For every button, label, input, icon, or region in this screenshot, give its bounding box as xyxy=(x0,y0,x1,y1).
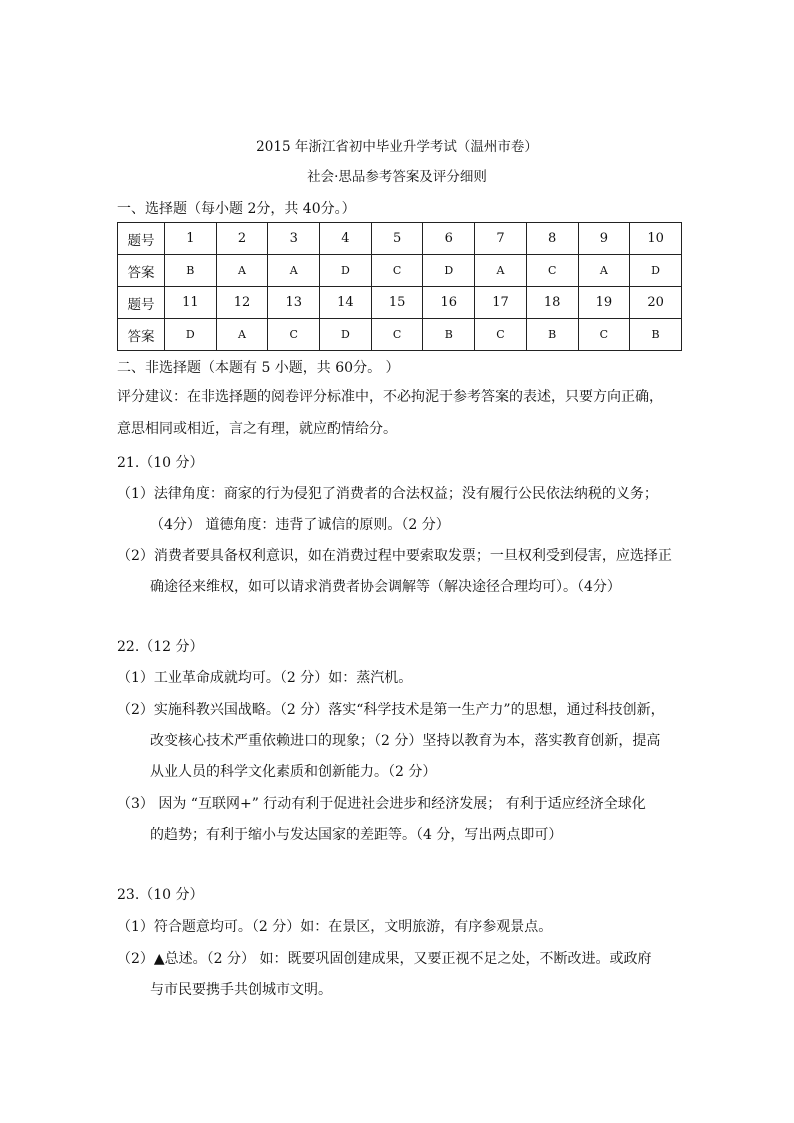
question-number-cell: 19 xyxy=(578,287,630,319)
question-number-cell: 18 xyxy=(526,287,578,319)
answer-cell: A xyxy=(268,255,320,287)
question-23-line: （1）符合题意均可。（2 分）如：在景区，文明旅游，有序参观景点。 xyxy=(117,919,553,935)
question-22-heading: 22.（12 分） xyxy=(117,639,204,655)
question-number-cell: 6 xyxy=(423,223,475,255)
question-number-cell: 10 xyxy=(630,223,682,255)
question-number-cell: 12 xyxy=(216,287,268,319)
question-22-line: （1）工业革命成就均可。（2 分）如：蒸汽机。 xyxy=(117,670,413,686)
question-number-cell: 13 xyxy=(268,287,320,319)
scoring-advice-line-2: 意思相同或相近，言之有理，就应酌情给分。 xyxy=(117,421,397,437)
question-number-cell: 1 xyxy=(165,223,217,255)
question-21-line: 确途径来维权，如可以请求消费者协会调解等（解决途径合理均可）。（4分） xyxy=(150,579,621,595)
answer-cell: A xyxy=(216,255,268,287)
table-row xyxy=(118,223,682,255)
answer-cell: B xyxy=(630,319,682,351)
question-22-line: （3） 因为 “互联网+” 行动有利于促进社会进步和经济发展； 有利于适应经济全球化 xyxy=(117,796,646,812)
question-21-heading: 21.（10 分） xyxy=(117,455,204,471)
row-label: 题号 xyxy=(118,287,165,319)
answer-cell: D xyxy=(320,319,372,351)
answer-cell: B xyxy=(526,319,578,351)
question-23-line: 与市民要携手共创城市文明。 xyxy=(150,982,332,998)
table-row xyxy=(118,319,682,351)
answer-cell: B xyxy=(165,255,217,287)
answer-cell: C xyxy=(268,319,320,351)
question-22-line: 从业人员的科学文化素质和创新能力。（2 分） xyxy=(150,764,437,780)
question-number-cell: 5 xyxy=(371,223,423,255)
answer-cell: C xyxy=(371,319,423,351)
section-2-heading: 二、非选择题（本题有 5 小题，共 60分。 ） xyxy=(117,360,400,376)
question-number-cell: 9 xyxy=(578,223,630,255)
question-22-line: （2）实施科教兴国战略。（2 分）落实“科学技术是第一生产力”的思想，通过科技创新， xyxy=(117,702,665,718)
question-number-cell: 2 xyxy=(216,223,268,255)
question-number-cell: 7 xyxy=(475,223,527,255)
question-23-line: （2）▲总述。（2 分） 如：既要巩固创建成果，又要正视不足之处，不断改进。或政府 xyxy=(117,951,652,967)
section-1-heading: 一、选择题（每小题 2分，共 40分。） xyxy=(117,201,356,217)
table-row xyxy=(118,255,682,287)
question-number-cell: 17 xyxy=(475,287,527,319)
answer-cell: A xyxy=(475,255,527,287)
row-label: 答案 xyxy=(118,319,165,351)
answer-cell: C xyxy=(526,255,578,287)
answer-cell: C xyxy=(475,319,527,351)
question-number-cell: 11 xyxy=(165,287,217,319)
answer-cell: D xyxy=(165,319,217,351)
answer-cell: C xyxy=(371,255,423,287)
question-number-cell: 8 xyxy=(526,223,578,255)
question-21-line: （1）法律角度：商家的行为侵犯了消费者的合法权益；没有履行公民依法纳税的义务； xyxy=(117,486,658,502)
answer-cell: A xyxy=(216,319,268,351)
question-21-line: （2）消费者要具备权利意识，如在消费过程中要索取发票；一旦权利受到侵害，应选择正 xyxy=(117,548,672,564)
question-number-cell: 20 xyxy=(630,287,682,319)
question-21-line: （4分） 道德角度：违背了诚信的原则。（2 分） xyxy=(150,517,450,533)
answer-cell: C xyxy=(578,319,630,351)
question-23-heading: 23.（10 分） xyxy=(117,887,204,903)
question-22-line: 的趋势；有利于缩小与发达国家的差距等。（4 分，写出两点即可） xyxy=(150,827,563,843)
answer-cell: A xyxy=(578,255,630,287)
question-22-line: 改变核心技术严重依赖进口的现象；（2 分）坚持以教育为本，落实教育创新，提高 xyxy=(150,733,661,749)
row-label: 题号 xyxy=(118,223,165,255)
question-number-cell: 15 xyxy=(371,287,423,319)
answer-cell: D xyxy=(630,255,682,287)
answer-table xyxy=(117,222,682,351)
question-number-cell: 3 xyxy=(268,223,320,255)
exam-subtitle: 社会·思品参考答案及评分细则 xyxy=(307,169,487,185)
question-number-cell: 14 xyxy=(320,287,372,319)
question-number-cell: 4 xyxy=(320,223,372,255)
table-row xyxy=(118,287,682,319)
scoring-advice-line-1: 评分建议：在非选择题的阅卷评分标准中，不必拘泥于参考答案的表述，只要方向正确， xyxy=(117,389,663,405)
question-number-cell: 16 xyxy=(423,287,475,319)
answer-cell: D xyxy=(320,255,372,287)
answer-cell: D xyxy=(423,255,475,287)
row-label: 答案 xyxy=(118,255,165,287)
answer-cell: B xyxy=(423,319,475,351)
exam-title: 2015 年浙江省初中毕业升学考试（温州市卷） xyxy=(256,139,538,155)
